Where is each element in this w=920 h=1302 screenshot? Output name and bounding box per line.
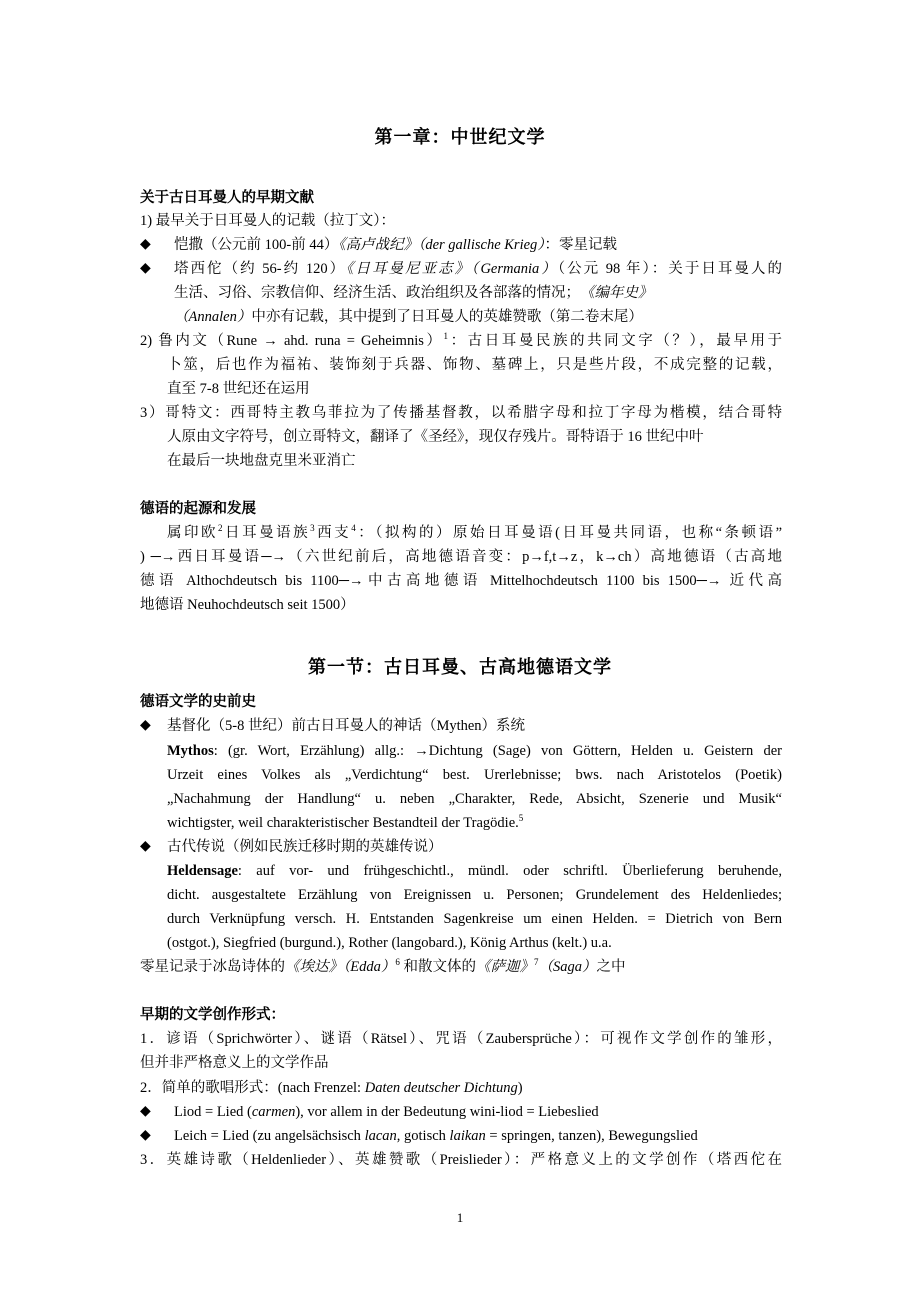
text-line xyxy=(140,571,782,591)
section-title xyxy=(0,657,920,677)
diamond-bullet-icon: ◆ xyxy=(140,1128,151,1143)
text-run: carmen xyxy=(251,1104,296,1120)
text-run: Mythos xyxy=(167,743,214,759)
text-run: 基督化（5-8 世纪）前古日耳曼人的神话（Mythen）系统 xyxy=(167,718,526,734)
text-run: laikan xyxy=(449,1128,486,1144)
text-line xyxy=(174,1126,782,1146)
text-run: （Annalen） xyxy=(174,309,252,325)
text-line xyxy=(167,379,782,399)
text-run: ：（拟构的）原始日耳曼语(日耳曼共同语，也称“条顿语” xyxy=(355,525,782,541)
text-line xyxy=(167,885,782,905)
diamond-bullet-icon: ◆ xyxy=(140,1104,151,1119)
text-run: ：古日耳曼民族的共同文字（？），最早用于 xyxy=(448,333,782,349)
text-run: = springen, tanzen), Bewegungslied xyxy=(485,1128,698,1144)
text-line xyxy=(174,235,782,255)
text-line xyxy=(140,1053,782,1073)
text-run: 属印欧 xyxy=(167,525,219,541)
text-run: （公元 98 年）：关于日耳曼人的 xyxy=(557,261,782,277)
footnote-ref[interactable]: 6 xyxy=(395,957,400,968)
text-run: ), vor allem in der Bedeutung wini-liod = Liebeslied xyxy=(295,1104,599,1120)
text-line xyxy=(167,813,782,833)
text-run: 西支 xyxy=(314,525,352,541)
text-run: 早期的文学创作形式： xyxy=(140,1007,285,1023)
text-run: 地德语 Neuhochdeutsch seit 1500） xyxy=(140,597,355,613)
diamond-bullet-icon: ◆ xyxy=(140,839,151,854)
text-run: ) xyxy=(517,1080,523,1096)
diamond-bullet-icon: ◆ xyxy=(140,237,151,252)
text-run: lacan xyxy=(364,1128,397,1144)
text-run: 零星记录于冰岛诗体的 xyxy=(140,959,285,975)
text-run: 3）哥特文：西哥特主教乌菲拉为了传播基督教，以希腊字母和拉丁字母为楷模，结合哥特 xyxy=(140,405,782,421)
text-run: 卜筮，后也作为福祐、装饰刻于兵器、饰物、墓碑上，只是些片段，不成完整的记载， xyxy=(167,357,782,373)
text-line xyxy=(174,259,782,279)
text-run: „Nachahmung der Handlung“ u. neben „Charakter, Rede, Absicht, Szenerie und Musik“ xyxy=(167,791,782,807)
text-line xyxy=(167,837,782,857)
footnote-ref[interactable]: 1 xyxy=(443,331,449,342)
text-run: Daten deutscher Dichtung xyxy=(364,1080,518,1096)
text-line xyxy=(167,789,782,809)
text-run: 《高卢战纪》（der gallische Krieg） xyxy=(338,237,545,253)
text-line xyxy=(167,523,782,543)
text-line xyxy=(140,211,782,231)
text-run: 德语的起源和发展 xyxy=(140,501,256,517)
text-line xyxy=(140,547,782,567)
text-run: : auf vor- und frühgeschichtl., mündl. oder schriftl. Überlieferung beruhende, xyxy=(237,863,782,879)
section-title xyxy=(0,127,920,147)
text-run: 1．谚语（Sprichwörter）、谜语（Rätsel）、咒语（Zaubersprüche）：可视作文学创作的雏形， xyxy=(140,1031,782,1047)
text-run: 塔西佗（约 56-约 120） xyxy=(174,261,347,277)
text-line xyxy=(167,741,782,761)
text-run: 和散文体的 xyxy=(399,959,476,975)
text-line xyxy=(140,331,782,351)
text-run: 古代传说（例如民族迁移时期的英雄传说） xyxy=(167,839,443,855)
text-run: 在最后一块地盘克里米亚消亡 xyxy=(167,453,356,469)
diamond-bullet-icon: ◆ xyxy=(140,718,151,733)
text-run: 日耳曼语族 xyxy=(222,525,311,541)
text-line xyxy=(167,427,782,447)
text-line xyxy=(167,765,782,785)
text-run: 《埃达》（Edda） xyxy=(285,959,396,975)
text-run: 中亦有记载，其中提到了日耳曼人的英雄赞歌（第二卷末尾） xyxy=(251,309,643,325)
text-line xyxy=(167,451,782,471)
footnote-ref[interactable]: 4 xyxy=(351,523,356,534)
section-heading xyxy=(140,1005,782,1025)
text-run: 《日耳曼尼亚志》（Germania） xyxy=(346,261,558,277)
text-run: durch Verknüpfung versch. H. Entstanden Sagenkreise um einen Helden. = Dietrich von Bern xyxy=(167,911,782,927)
text-line xyxy=(167,355,782,375)
text-run: 但并非严格意义上的文学作品 xyxy=(140,1055,329,1071)
text-run: 人原由文字符号，创立哥特文，翻译了《圣经》，现仅存残片。哥特语于 16 世纪中叶 xyxy=(167,429,704,445)
text-run: 1) 最早关于日耳曼人的记载（拉丁文）： xyxy=(140,213,395,229)
text-run: 德语 Althochdeutsch bis 1100─→中古高地德语 Mittelhochdeutsch 1100 bis 1500─→ 近代高 xyxy=(140,573,782,589)
text-run: 恺撒（公元前 100-前 44） xyxy=(174,237,339,253)
text-line xyxy=(174,1102,782,1122)
text-run: 德语文学的史前史 xyxy=(140,694,256,710)
text-run: 3．英雄诗歌（Heldenlieder）、英雄赞歌（Preislieder）：严格意义上的文学创作（塔西佗在 xyxy=(140,1152,782,1168)
text-run: Liod = Lied ( xyxy=(174,1104,252,1120)
section-heading xyxy=(140,692,782,712)
text-run: 直至 7-8 世纪还在运用 xyxy=(167,381,310,397)
text-line xyxy=(140,957,782,977)
text-run: （Saga） xyxy=(538,959,597,975)
footnote-ref[interactable]: 3 xyxy=(310,523,315,534)
text-line xyxy=(140,595,782,615)
text-run: 生活、习俗、宗教信仰、经济生活、政治组织及各部落的情况； xyxy=(174,285,588,301)
text-run: , gotisch xyxy=(396,1128,450,1144)
text-run: Leich = Lied (zu angelsächsisch xyxy=(174,1128,365,1144)
text-line xyxy=(167,861,782,881)
section-heading xyxy=(140,188,782,208)
text-line xyxy=(174,283,782,303)
text-run: ) ─→西日耳曼语─→（六世纪前后，高地德语音变：p→f,t→z，k→ch）高地德语（古高地 xyxy=(140,549,782,565)
text-run: (ostgot.), Siegfried (burgund.), Rother (langobard.), König Arthus (kelt.) u.a. xyxy=(167,935,612,951)
text-line xyxy=(167,933,782,953)
text-run: 第一章：中世纪文学 xyxy=(374,127,546,147)
text-run: : (gr. Wort, Erzählung) allg.: →Dichtung (Sage) von Göttern, Helden u. Geistern der xyxy=(213,743,782,759)
text-run: dicht. ausgestaltete Erzählung von Ereignissen u. Personen; Grundelement des Heldenliedes; xyxy=(167,887,782,903)
page-number: 1 xyxy=(456,1210,464,1225)
text-line xyxy=(140,1078,782,1098)
text-run: 关于古日耳曼人的早期文献 xyxy=(140,190,314,206)
footnote-ref[interactable]: 7 xyxy=(533,957,539,968)
text-run: wichtigster, weil charakteristischer Bestandteil der Tragödie. xyxy=(167,815,519,831)
text-run: 2) 鲁内文（Rune → ahd. runa = Geheimnis） xyxy=(140,333,444,349)
text-line xyxy=(140,1029,782,1049)
section-heading xyxy=(140,499,782,519)
text-run: ：零星记载 xyxy=(544,237,618,253)
diamond-bullet-icon: ◆ xyxy=(140,261,151,276)
text-run: 《萨迦》 xyxy=(475,959,534,975)
text-run: Urzeit eines Volkes als „Verdichtung“ best. Urerlebnisse; bws. nach Aristotelos (Poetik) xyxy=(167,767,782,783)
text-run: 第一节：古日耳曼、古高地德语文学 xyxy=(308,657,612,677)
text-line xyxy=(174,307,782,327)
text-run: Heldensage xyxy=(167,863,238,879)
footnote-ref[interactable]: 2 xyxy=(218,523,223,534)
text-run: 《编年史》 xyxy=(587,285,653,301)
text-line xyxy=(140,1150,782,1170)
footnote-ref[interactable]: 5 xyxy=(518,813,524,824)
text-run: 2．简单的歌唱形式：(nach Frenzel: xyxy=(140,1080,365,1096)
text-line xyxy=(167,716,782,736)
text-line xyxy=(140,403,782,423)
text-line xyxy=(167,909,782,929)
text-run: 之中 xyxy=(596,959,626,975)
